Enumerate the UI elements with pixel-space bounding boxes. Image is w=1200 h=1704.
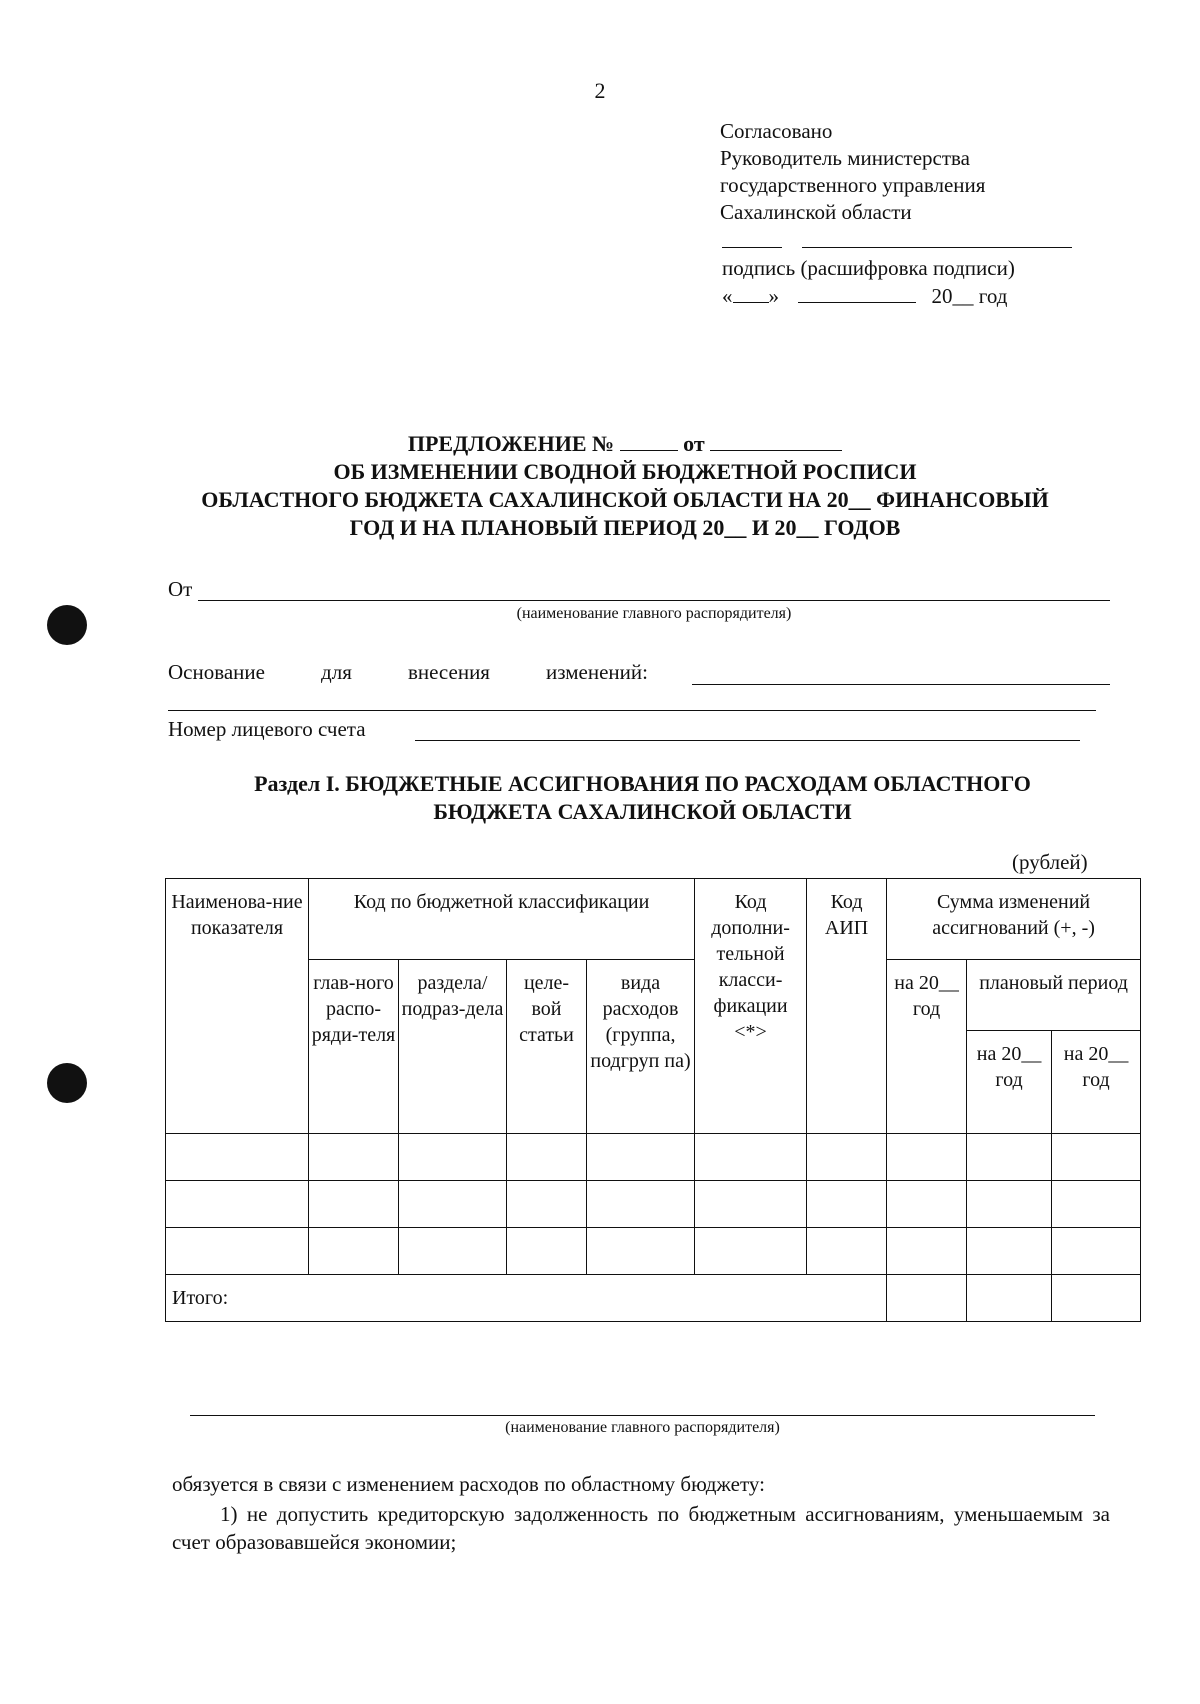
table-cell[interactable] [587, 1134, 695, 1181]
proposal-number-field[interactable] [620, 432, 678, 451]
date-quote-open: « [722, 284, 733, 308]
table-cell[interactable] [807, 1228, 887, 1275]
table-cell[interactable] [587, 1228, 695, 1275]
obligation-item-1: 1) не допустить кредиторскую задолженность по бюджетным ассигнованиям, уменьшаемым за счет образовавшейся экономии; [172, 1502, 1110, 1554]
obligation-intro: обязуется в связи с изменением расходов по областному бюджету: [172, 1472, 765, 1496]
punch-hole [47, 605, 87, 645]
approval-line: государственного управления [720, 173, 986, 197]
account-label: Номер лицевого счета [168, 717, 366, 741]
header-section: раздела/ подраз-дела [399, 960, 507, 1134]
table-cell[interactable] [507, 1181, 587, 1228]
date-quote-close: » [768, 284, 779, 308]
document-title [150, 430, 1100, 542]
header-planned-year-2: на 20__ год [1052, 1031, 1141, 1134]
table-cell[interactable] [399, 1134, 507, 1181]
signature-caption: подпись (расшифровка подписи) [722, 256, 1015, 280]
date-year: 20__ год [931, 284, 1008, 308]
table-cell[interactable] [887, 1228, 967, 1275]
basis-word: для [321, 660, 352, 684]
table-cell[interactable] [166, 1134, 309, 1181]
total-cell[interactable] [1052, 1275, 1141, 1322]
basis-word: Основание [168, 660, 265, 684]
basis-field-continued[interactable] [168, 710, 1096, 711]
account-field[interactable] [415, 740, 1080, 741]
table-header-row [166, 879, 1141, 960]
table-cell[interactable] [166, 1181, 309, 1228]
header-name: Наименова-ние показателя [166, 879, 309, 1134]
currency-unit: (рублей) [1012, 850, 1088, 874]
table-cell[interactable] [309, 1181, 399, 1228]
header-sum-changes: Сумма изменений ассигнований (+, -) [887, 879, 1141, 960]
table-header-row [166, 960, 1141, 1031]
from-label: От [168, 577, 193, 601]
total-cell[interactable] [887, 1275, 967, 1322]
date-month-field[interactable] [798, 284, 916, 303]
total-label: Итого: [166, 1275, 887, 1322]
basis-word: изменений: [546, 660, 648, 684]
header-planned-year-1: на 20__ год [967, 1031, 1052, 1134]
table-cell[interactable] [695, 1228, 807, 1275]
table-cell[interactable] [887, 1181, 967, 1228]
table-cell[interactable] [967, 1228, 1052, 1275]
title-date-label: от [683, 431, 705, 456]
table-cell[interactable] [967, 1134, 1052, 1181]
table-total-row [166, 1275, 1141, 1322]
date-day-field[interactable] [733, 284, 769, 303]
table-cell[interactable] [166, 1228, 309, 1275]
title-line-4: ГОД И НА ПЛАНОВЫЙ ПЕРИОД 20__ И 20__ ГОДОВ [349, 515, 901, 540]
approval-block [720, 118, 985, 226]
table-cell[interactable] [399, 1228, 507, 1275]
signature-lines [722, 247, 1072, 249]
table-cell[interactable] [695, 1181, 807, 1228]
table-cell[interactable] [807, 1181, 887, 1228]
table-cell[interactable] [309, 1134, 399, 1181]
total-cell[interactable] [967, 1275, 1052, 1322]
punch-hole [47, 1063, 87, 1103]
table-cell[interactable] [695, 1134, 807, 1181]
title-line-2: ОБ ИЗМЕНЕНИИ СВОДНОЙ БЮДЖЕТНОЙ РОСПИСИ [333, 459, 917, 484]
table-cell[interactable] [967, 1181, 1052, 1228]
table-cell[interactable] [1052, 1228, 1141, 1275]
allocations-table [165, 878, 1141, 1322]
header-current-year: на 20__ год [887, 960, 967, 1134]
signature-field[interactable] [722, 247, 782, 248]
section-title [150, 770, 1135, 826]
table-cell[interactable] [399, 1181, 507, 1228]
section-title-line-1: Раздел I. БЮДЖЕТНЫЕ АССИГНОВАНИЯ ПО РАСХОДАМ ОБЛАСТНОГО [254, 771, 1031, 796]
approval-line: Сахалинской области [720, 200, 912, 224]
header-expense-type: вида расходов (группа, подгруп па) [587, 960, 695, 1134]
header-main-manager: глав-ного распо-ряди-теля [309, 960, 399, 1134]
table-cell[interactable] [507, 1134, 587, 1181]
from-caption: (наименование главного распорядителя) [516, 605, 792, 622]
header-budget-classification: Код по бюджетной классификации [309, 879, 695, 960]
header-aip-code: Код АИП [807, 879, 887, 1134]
header-target-article: целе-вой статьи [507, 960, 587, 1134]
table-row [166, 1228, 1141, 1275]
manager-name-field[interactable] [190, 1415, 1095, 1416]
table-cell[interactable] [807, 1134, 887, 1181]
manager-name-caption: (наименование главного распорядителя) [505, 1419, 780, 1436]
from-field[interactable] [198, 600, 1110, 601]
table-cell[interactable] [1052, 1134, 1141, 1181]
approval-line: Руководитель министерства [720, 146, 970, 170]
page-number: 2 [594, 78, 606, 103]
title-line-3: ОБЛАСТНОГО БЮДЖЕТА САХАЛИНСКОЙ ОБЛАСТИ НА 20__ ФИНАНСОВЫЙ [201, 487, 1049, 512]
table-row [166, 1181, 1141, 1228]
table-row [166, 1134, 1141, 1181]
table-cell[interactable] [1052, 1181, 1141, 1228]
signature-decoding-field[interactable] [802, 247, 1072, 248]
basis-word: внесения [407, 660, 490, 684]
title-number-label: ПРЕДЛОЖЕНИЕ № [407, 431, 615, 456]
table-cell[interactable] [887, 1134, 967, 1181]
table-cell[interactable] [507, 1228, 587, 1275]
title-line-1 [150, 430, 1100, 458]
approval-date [722, 284, 1007, 309]
header-additional-code: Код дополни-тельной класси-фикации <*> [695, 879, 807, 1134]
section-title-line-2: БЮДЖЕТА САХАЛИНСКОЙ ОБЛАСТИ [433, 799, 852, 824]
header-planned-period: плановый период [967, 960, 1141, 1031]
table-cell[interactable] [587, 1181, 695, 1228]
basis-field[interactable] [692, 684, 1110, 685]
table-cell[interactable] [309, 1228, 399, 1275]
basis-label [168, 660, 648, 685]
approval-line: Согласовано [720, 119, 833, 143]
proposal-date-field[interactable] [710, 432, 842, 451]
